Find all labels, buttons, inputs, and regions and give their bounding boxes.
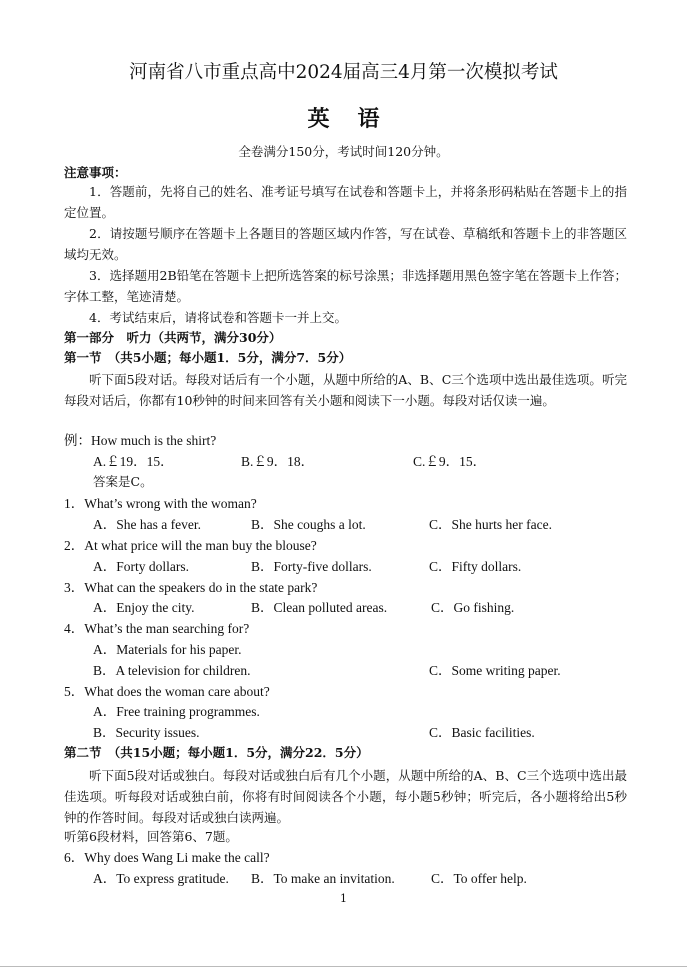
notes-heading: 注意事项： — [64, 165, 127, 180]
q2-option-a: A．Forty dollars. — [93, 559, 189, 574]
q2-option-c: C．Fifty dollars. — [429, 559, 522, 574]
q5-option-a: A．Free training programmes. — [93, 704, 260, 719]
section1-instructions: 听下面5段对话。每段对话后有一个小题，从题中所给的A、B、C三个选项中选出最佳选项。听完每段对话后，你都有10秒钟的时间来回答有关小题和阅读下一小题。每段对话仅读一遍。 — [64, 372, 627, 408]
question-4: 4．What’s the man searching for? — [64, 621, 250, 636]
section2-instructions: 听下面5段对话或独白。每段对话或独白后有几个小题，从题中所给的A、B、C三个选项中选出最佳选项。听每段对话或独白前，你将有时间阅读各个小题，每小题5秒钟；听完后，各小题将给出5秒钟的作答时间。每段对话或独白读两遍。 — [64, 768, 627, 825]
material-instruction: 听第6段材料，回答第6、7题。 — [64, 829, 238, 844]
q5-option-c: C．Basic facilities. — [429, 725, 535, 740]
exam-info: 全卷满分150分，考试时间120分钟。 — [238, 144, 449, 159]
example-question: 例：How much is the shirt? — [64, 433, 217, 448]
q3-option-c: C．Go fishing. — [431, 600, 515, 615]
part1-heading: 第一部分 听力（共两节，满分30分） — [64, 330, 282, 345]
page-bottom-divider — [0, 966, 687, 967]
q6-option-b: B．To make an invitation. — [251, 871, 395, 886]
question-5: 5．What does the woman care about? — [64, 684, 270, 699]
q6-option-a: A．To express gratitude. — [93, 871, 229, 886]
note-item: 3．选择题用2B铅笔在答题卡上把所选答案的标号涂黑；非选择题用黑色签字笔在答题卡上作答；字体工整，笔迹清楚。 — [64, 268, 627, 304]
q1-option-b: B．She coughs a lot. — [251, 517, 366, 532]
question-3: 3．What can the speakers do in the state park? — [64, 580, 318, 595]
q4-option-b: B．A television for children. — [93, 663, 251, 678]
example-answer: 答案是C。 — [93, 474, 153, 489]
example-option-c: C.￡9．15． — [413, 454, 487, 469]
q4-option-a: A．Materials for his paper. — [93, 642, 242, 657]
q1-option-a: A．She has a fever. — [93, 517, 201, 532]
q3-option-a: A．Enjoy the city. — [93, 600, 195, 615]
q3-option-b: B．Clean polluted areas. — [251, 600, 388, 615]
q1-option-c: C．She hurts her face. — [429, 517, 552, 532]
example-option-b: B.￡9．18． — [241, 454, 315, 469]
question-1: 1．What’s wrong with the woman? — [64, 496, 257, 511]
q5-option-b: B．Security issues. — [93, 725, 200, 740]
note-item: 4．考试结束后，请将试卷和答题卡一并上交。 — [89, 310, 347, 325]
q4-option-c: C．Some writing paper. — [429, 663, 561, 678]
note-item: 1．答题前，先将自己的姓名、准考证号填写在试卷和答题卡上，并将条形码粘贴在答题卡上的指定位置。 — [64, 184, 627, 220]
q6-option-c: C．To offer help. — [431, 871, 527, 886]
section1-heading: 第一节 （共5小题；每小题1．5分，满分7．5分） — [64, 350, 352, 365]
q2-option-b: B．Forty-five dollars. — [251, 559, 372, 574]
example-option-a: A.￡19．15． — [93, 454, 174, 469]
note-item: 2．请按题号顺序在答题卡上各题目的答题区域内作答，写在试卷、草稿纸和答题卡上的非答题区域均无效。 — [64, 226, 627, 262]
page-number: 1 — [340, 892, 347, 905]
question-6: 6．Why does Wang Li make the call? — [64, 850, 270, 865]
section2-heading: 第二节 （共15小题；每小题1．5分，满分22．5分） — [64, 745, 369, 760]
exam-title: 河南省八市重点高中2024届高三4月第一次模拟考试 — [129, 62, 558, 83]
question-2: 2．At what price will the man buy the blouse? — [64, 538, 317, 553]
subject-title: 英语 — [307, 106, 408, 132]
